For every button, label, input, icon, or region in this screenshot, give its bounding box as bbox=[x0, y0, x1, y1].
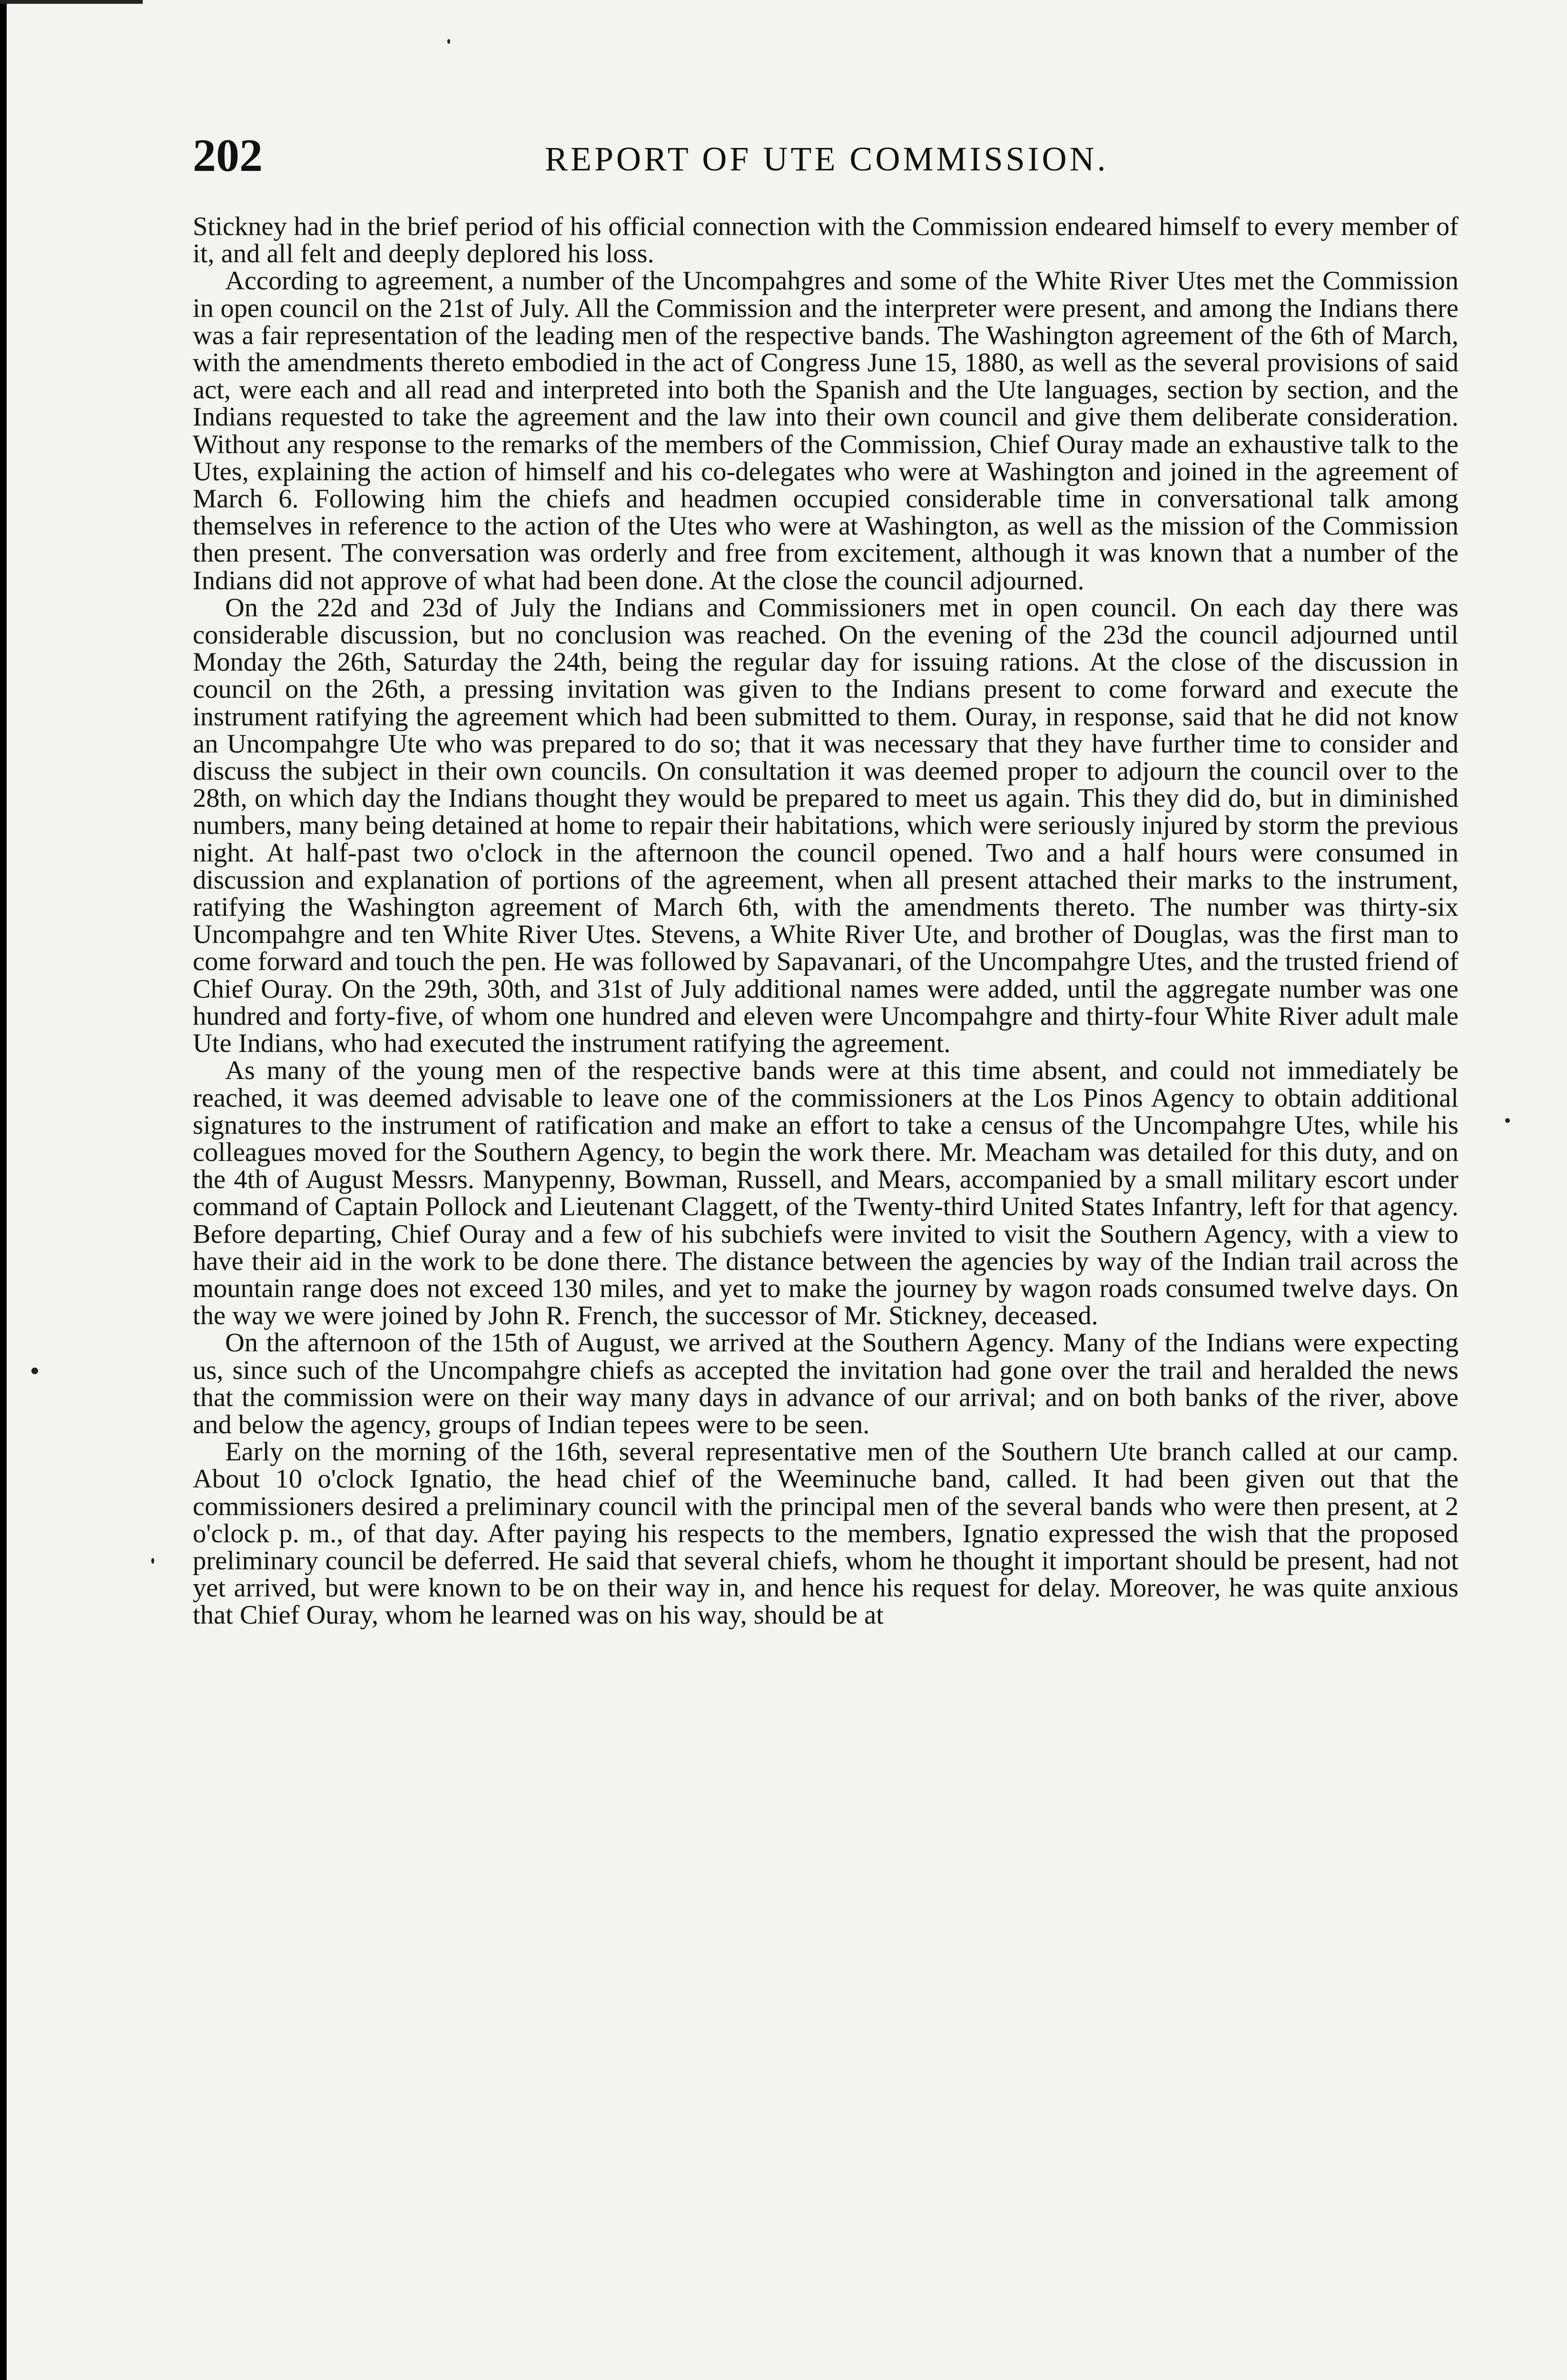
page-header bbox=[193, 132, 1459, 185]
scan-edge-top bbox=[0, 0, 143, 4]
paragraph: On the 22d and 23d of July the Indians and Commissioners met in open council. On each day there was considerable discussion, but no conclusion was reached. On the evening of the 23d the council adjourned until Monday the 26th, Saturday the 24th, being the regular day for issuing rations. At the close of the discussion in council on the 26th, a pressing invitation was given to the Indians present to come forward and execute the instrument ratifying the agreement which had been submitted to them. Ouray, in response, said that he did not know an Uncompahgre Ute who was prepared to do so; that it was necessary that they have further time to consider and discuss the subject in their own councils. On consultation it was deemed proper to adjourn the council over to the 28th, on which day the Indians thought they would be prepared to meet us again. This they did do, but in diminished numbers, many being detained at home to repair their habitations, which were seriously injured by storm the previous night. At half-past two o'clock in the afternoon the council opened. Two and a half hours were consumed in discussion and explanation of portions of the agreement, when all present attached their marks to the instrument, ratifying the Washington agreement of March 6th, with the amendments thereto. The number was thirty-six Uncompahgre and ten White River Utes. Stevens, a White River Ute, and brother of Douglas, was the first man to come forward and touch the pen. He was followed by Sapavanari, of the Uncompahgre Utes, and the trusted friend of Chief Ouray. On the 29th, 30th, and 31st of July additional names were added, until the aggregate number was one hundred and forty-five, of whom one hundred and eleven were Uncompahgre and thirty-four White River adult male Ute Indians, who had executed the instrument ratifying the agreement. bbox=[193, 593, 1459, 1059]
speck-mark bbox=[1505, 1118, 1510, 1123]
paragraph: Early on the morning of the 16th, several representative men of the Southern Ute branch called at our camp. About 10 o'clock Ignatio, the head chief of the Weeminuche band, called. It had been given out that the commissioners desired a preliminary council with the principal men of the several bands who were then present, at 2 o'clock p. m., of that day. After paying his respects to the members, Ignatio expressed the wish that the proposed preliminary council be deferred. He said that several chiefs, whom he thought it important should be present, had not yet arrived, but were known to be on their way in, and hence his request for delay. Moreover, he was quite anxious that Chief Ouray, whom he learned was on his way, should be at bbox=[193, 1437, 1459, 1630]
speck-mark bbox=[447, 39, 450, 44]
speck-mark bbox=[31, 1368, 38, 1374]
paragraph: On the afternoon of the 15th of August, we arrived at the Southern Agency. Many of the Indians were expecting us, since such of the Uncompahgre chiefs as accepted the invitation had gone over the trail and heralded the news that the commission were on their way many days in advance of our arrival; and on both banks of the river, above and below the agency, groups of Indian tepees were to be seen. bbox=[193, 1328, 1459, 1439]
paragraph: According to agreement, a number of the Uncompahgres and some of the White River Utes met the Commission in open council on the 21st of July. All the Commission and the interpreter were present, and among the Indians there was a fair representation of the leading men of the respective bands. The Washington agreement of the 6th of March, with the amendments thereto embodied in the act of Congress June 15, 1880, as well as the several provisions of said act, were each and all read and interpreted into both the Spanish and the Ute languages, section by section, and the Indians requested to take the agreement and the law into their own council and give them deliberate consideration. Without any response to the remarks of the members of the Commission, Chief Ouray made an exhaustive talk to the Utes, explaining the action of himself and his co-delegates who were at Washington and joined in the agreement of March 6. Following him the chiefs and headmen occupied considerable time in conversational talk among themselves in reference to the action of the Utes who were at Washington, as well as the mission of the Commission then present. The conversation was orderly and free from excitement, although it was known that a number of the Indians did not approve of what had been done. At the close the council adjourned. bbox=[193, 266, 1459, 595]
page-number: 202 bbox=[193, 130, 263, 181]
paragraph: As many of the young men of the respective bands were at this time absent, and could not immediately be reached, it was deemed advisable to leave one of the commissioners at the Los Pinos Agency to obtain additional signatures to the instrument of ratification and make an effort to take a census of the Uncompahgre Utes, while his colleagues moved for the Southern Agency, to begin the work there. Mr. Meacham was detailed for this duty, and on the 4th of August Messrs. Manypenny, Bowman, Russell, and Mears, accompanied by a small military escort under command of Captain Pollock and Lieutenant Claggett, of the Twenty-third United States Infantry, left for that agency. Before departing, Chief Ouray and a few of his subchiefs were invited to visit the Southern Agency, with a view to have their aid in the work to be done there. The distance between the agencies by way of the Indian trail across the mountain range does not exceed 130 miles, and yet to make the journey by wagon roads consumed twelve days. On the way we were joined by John R. French, the successor of Mr. Stickney, deceased. bbox=[193, 1056, 1459, 1331]
running-head: REPORT OF UTE COMMISSION. bbox=[545, 140, 1109, 178]
speck-mark bbox=[151, 1558, 154, 1564]
paragraph: Stickney had in the brief period of his official connection with the Commission endeared himself to every member of it, and all felt and deeply deplored his loss. bbox=[193, 213, 1459, 269]
body-text bbox=[193, 213, 1459, 2380]
scan-edge-left bbox=[0, 0, 7, 2380]
